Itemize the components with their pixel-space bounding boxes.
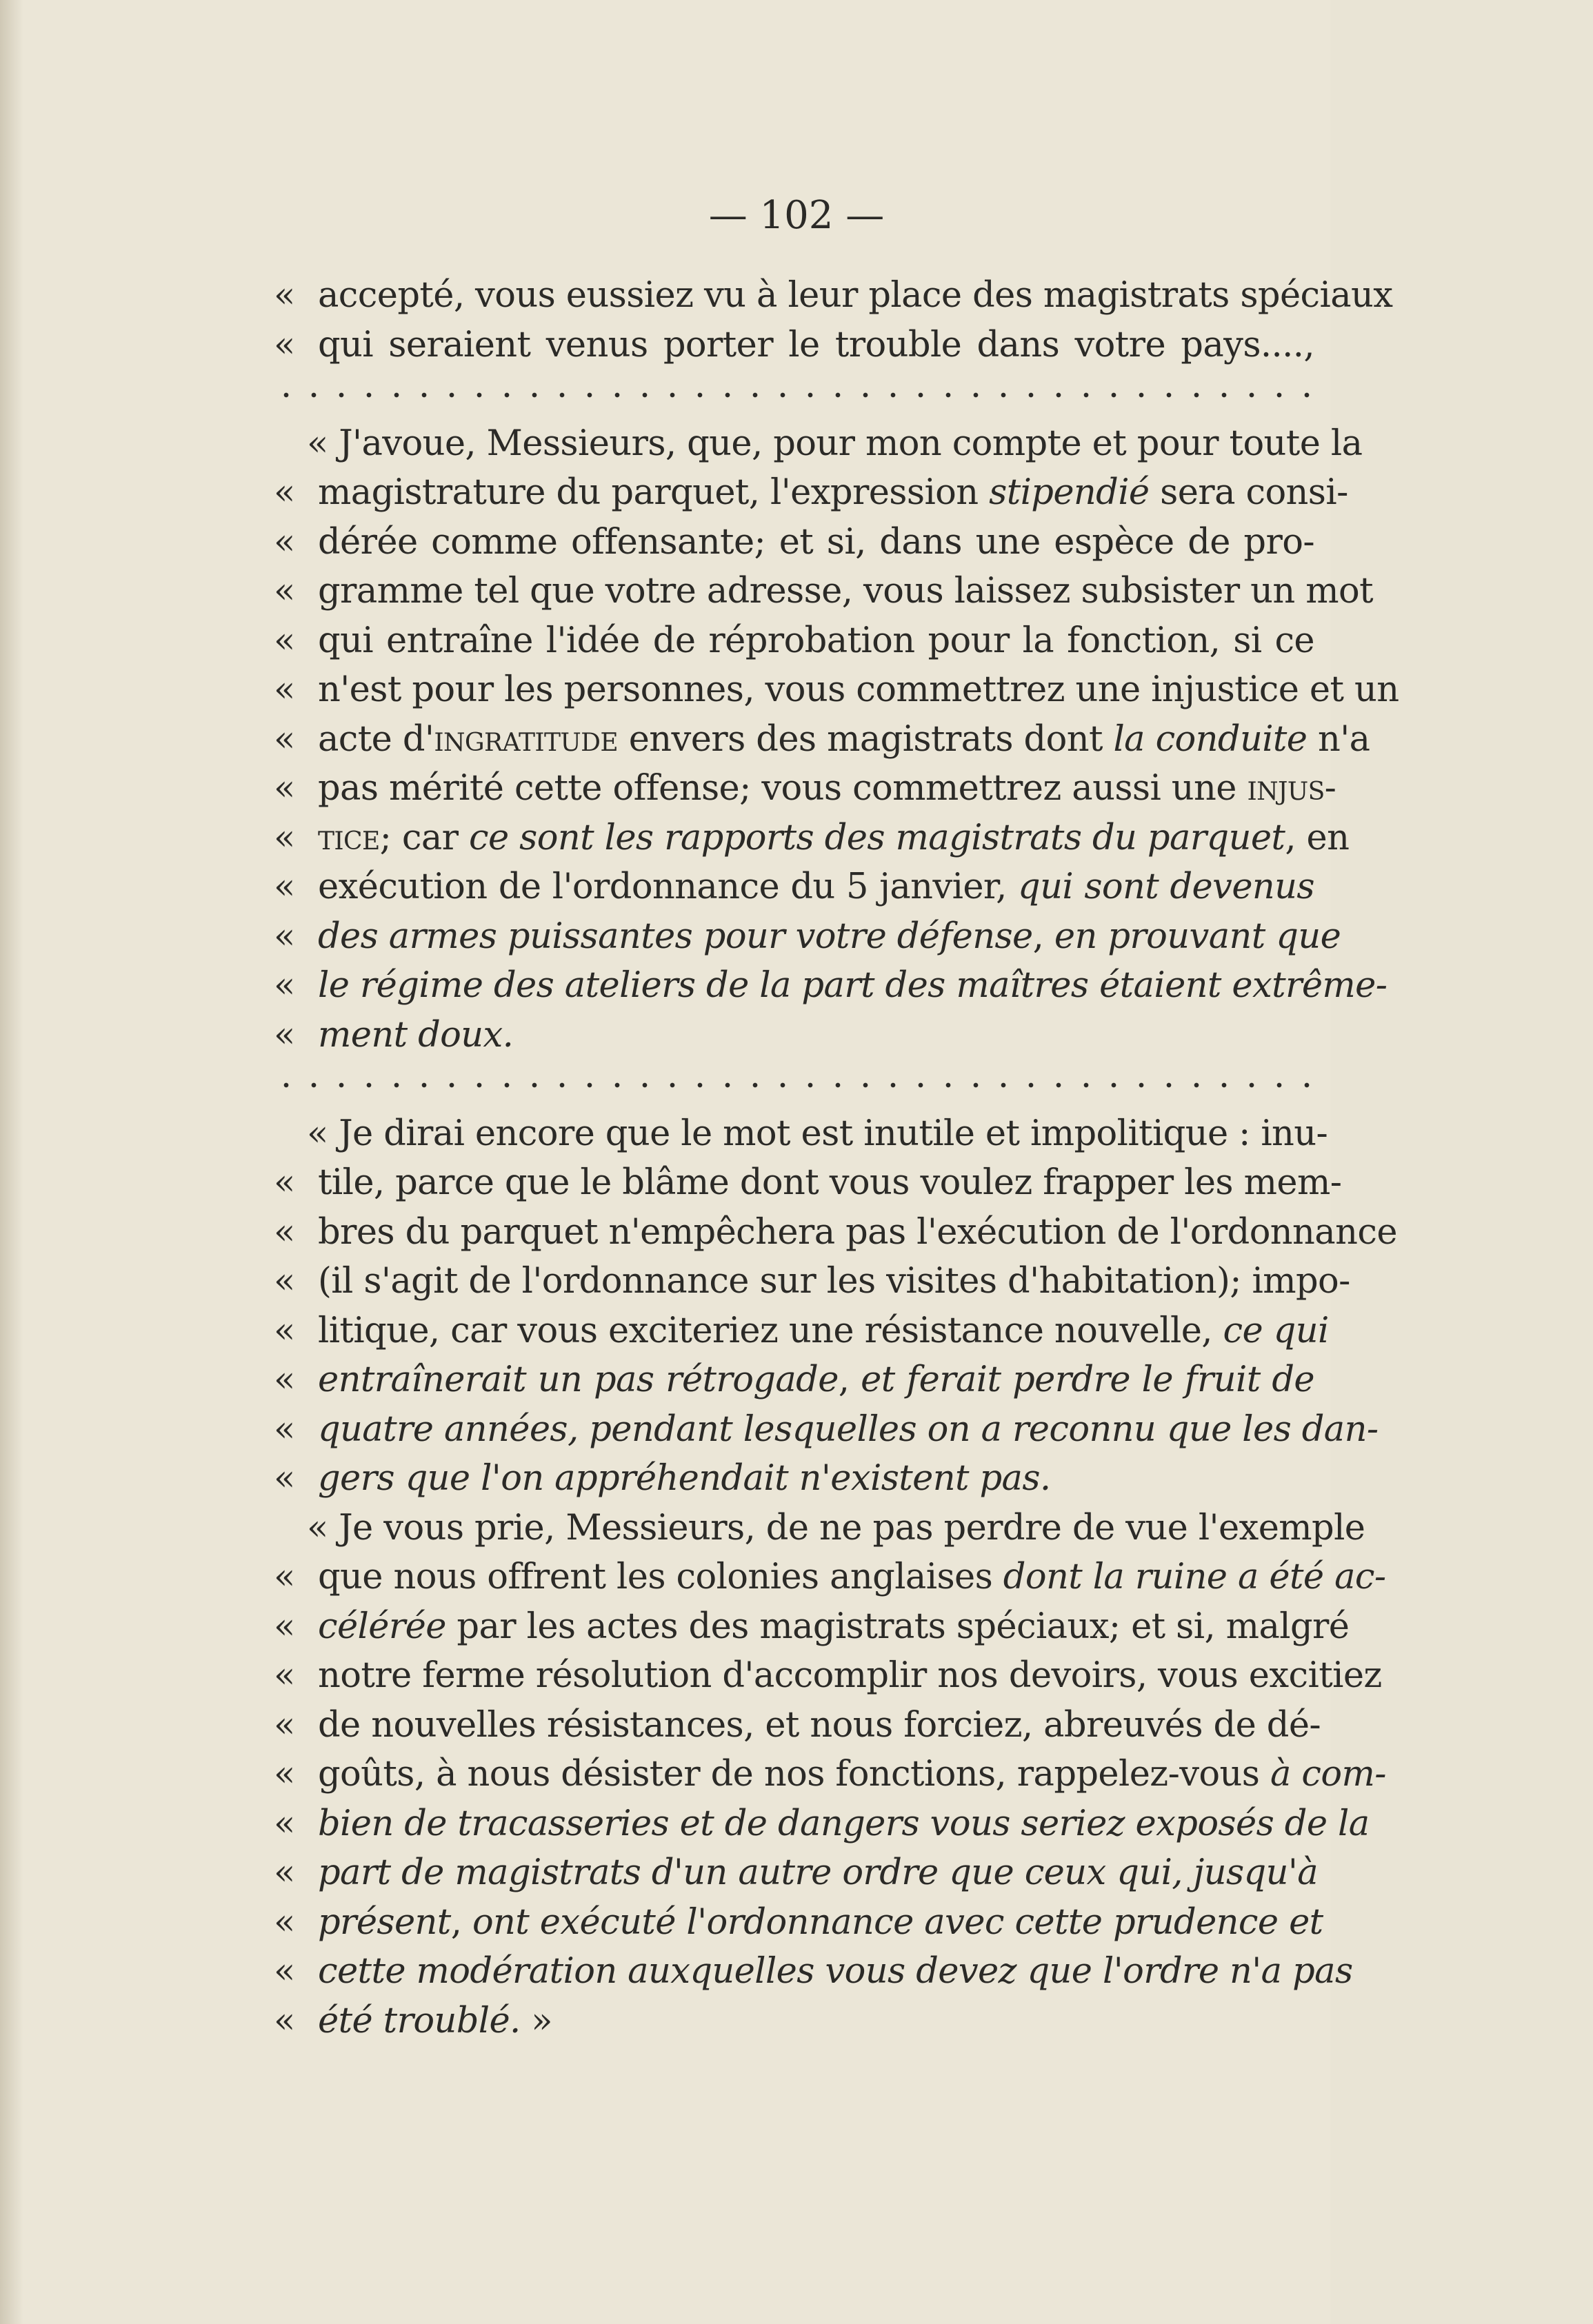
text-segment: envers des magistrats dont xyxy=(618,719,1114,760)
italic-text: quatre années, pendant lesquelles on a reconnu que les dan- xyxy=(318,1409,1379,1450)
text-line xyxy=(318,962,1387,1009)
text-line xyxy=(307,1505,1365,1552)
text-segment: , en xyxy=(1285,818,1350,858)
text-line xyxy=(307,1111,1328,1158)
italic-text: stipendié xyxy=(989,472,1150,513)
italic-text: ont exécuté l'ordonnance avec cette prudence et xyxy=(472,1902,1323,1943)
quote-mark: « xyxy=(274,1458,296,1499)
quote-mark: « xyxy=(274,522,296,563)
quote-mark: « xyxy=(274,768,296,809)
italic-text: part de magistrats d'un autre ordre que ceux qui, jusqu'à xyxy=(318,1852,1319,1893)
text-line xyxy=(318,1160,1342,1206)
quote-mark: « xyxy=(274,1754,296,1795)
quote-mark: « xyxy=(274,1015,296,1055)
text-segment: , xyxy=(450,1902,472,1943)
text-line xyxy=(318,1899,1323,1946)
italic-text: dont la ruine a été ac- xyxy=(1003,1557,1386,1597)
quote-mark: « xyxy=(274,1162,296,1203)
italic-text: et ferait perdre le fruit de xyxy=(861,1360,1314,1400)
text-line xyxy=(318,913,1341,960)
italic-text: la conduite xyxy=(1113,719,1308,760)
italic-text: été troublé. xyxy=(318,2001,521,2041)
text-line xyxy=(318,1012,1314,1059)
quote-mark: « xyxy=(274,669,296,710)
quote-mark: « xyxy=(274,2001,296,2041)
text-segment: pas mérité cette offense; vous commettrez aussi une xyxy=(318,768,1248,809)
text-line xyxy=(318,1801,1370,1848)
text-segment: litique, car vous exciteriez une résistance nouvelle, xyxy=(318,1311,1223,1351)
text-line xyxy=(318,1209,1397,1256)
text-segment: n'a xyxy=(1307,719,1370,760)
text-line xyxy=(318,1604,1350,1650)
quote-mark: « xyxy=(274,1311,296,1351)
page-binding-edge xyxy=(0,0,23,2324)
text-line xyxy=(307,421,1363,467)
quote-mark: « xyxy=(274,1212,296,1253)
text-segment: exécution de l'ordonnance du 5 janvier, xyxy=(318,867,1019,907)
italic-text: ce qui xyxy=(1223,1311,1329,1351)
text-line xyxy=(318,1948,1353,1995)
quote-mark: « xyxy=(274,571,296,612)
text-segment: accepté, vous eussiez vu à leur place des magistrats spéciaux xyxy=(318,275,1393,316)
text-segment: » xyxy=(520,2001,552,2041)
text-segment: magistrature du parquet, l'expression xyxy=(318,472,990,513)
text-line xyxy=(318,568,1374,615)
text-segment: notre ferme résolution d'accomplir nos devoirs, vous excitiez xyxy=(318,1655,1382,1696)
text-segment: par les actes des magistrats spéciaux; et si, malgré xyxy=(445,1606,1350,1647)
text-segment: « Je dirai encore que le mot est inutile et impolitique : inu- xyxy=(307,1113,1328,1154)
text-line xyxy=(318,1406,1379,1453)
text-segment: dérée comme offensante; et si, dans une espèce de pro- xyxy=(318,522,1314,563)
text-line xyxy=(318,1308,1329,1355)
text-line xyxy=(318,1258,1350,1305)
text-line xyxy=(318,1998,1314,2045)
text-segment: gramme tel que votre adresse, vous laissez subsister un mot xyxy=(318,571,1374,612)
text-segment: goûts, à nous désister de nos fonctions, rappelez-vous xyxy=(318,1754,1270,1795)
text-segment: « Je vous prie, Messieurs, de ne pas perdre de vue l'exemple xyxy=(307,1508,1365,1548)
text-line xyxy=(318,519,1314,566)
text-segment: « J'avoue, Messieurs, que, pour mon compte et pour toute la xyxy=(307,423,1363,464)
text-line xyxy=(318,667,1399,714)
quote-mark: « xyxy=(274,965,296,1006)
ellipsis-dots-row xyxy=(272,1082,1314,1089)
quote-mark: « xyxy=(274,1606,296,1647)
italic-text: ment doux. xyxy=(318,1015,514,1055)
text-line xyxy=(318,272,1393,319)
text-line xyxy=(318,1455,1314,1502)
italic-text: des armes puissantes pour votre défense xyxy=(318,916,1033,957)
text-segment: n'est pour les personnes, vous commettrez une injustice et un xyxy=(318,669,1399,710)
quote-mark: « xyxy=(274,1852,296,1893)
page-number: — 102 — xyxy=(708,193,885,238)
text-segment: qui entraîne l'idée de réprobation pour la fonction, si ce xyxy=(318,620,1314,661)
italic-text: présent xyxy=(318,1902,451,1943)
italic-text: entraînerait un pas rétrogade xyxy=(318,1360,839,1400)
text-segment: ; car xyxy=(379,818,470,858)
text-segment: acte d' xyxy=(318,719,434,760)
quote-mark: « xyxy=(274,1557,296,1597)
italic-text: le régime des ateliers de la part des maîtres étaient extrême- xyxy=(318,965,1387,1006)
text-line xyxy=(318,765,1336,812)
text-line xyxy=(318,864,1314,911)
italic-text: qui sont devenus xyxy=(1018,867,1314,907)
quote-mark: « xyxy=(274,620,296,661)
quote-mark: « xyxy=(274,1655,296,1696)
quote-mark: « xyxy=(274,1902,296,1943)
italic-text: en prouvant que xyxy=(1054,916,1341,957)
quote-mark: « xyxy=(274,1705,296,1746)
small-caps-text: injus- xyxy=(1247,768,1336,809)
small-caps-text: ingratitude xyxy=(434,719,619,760)
text-line xyxy=(318,1653,1382,1699)
text-line xyxy=(318,1702,1321,1749)
text-line xyxy=(318,716,1370,763)
quote-mark: « xyxy=(274,719,296,760)
text-line xyxy=(318,618,1314,665)
text-line xyxy=(318,1751,1386,1798)
text-segment: sera consi- xyxy=(1149,472,1348,513)
text-line xyxy=(318,1554,1386,1601)
text-segment: , xyxy=(838,1360,861,1400)
text-segment: bres du parquet n'empêchera pas l'exécution de l'ordonnance xyxy=(318,1212,1397,1253)
italic-text: cette modération auxquelles vous devez que l'ordre n'a pas xyxy=(318,1951,1353,1992)
italic-text: à com- xyxy=(1270,1754,1386,1795)
small-caps-text: tice xyxy=(318,818,380,858)
quote-mark: « xyxy=(274,325,296,365)
text-segment: tile, parce que le blâme dont vous voulez frapper les mem- xyxy=(318,1162,1342,1203)
italic-text: bien de tracasseries et de dangers vous seriez exposés de la xyxy=(318,1803,1370,1844)
text-segment: que nous offrent les colonies anglaises xyxy=(318,1557,1003,1597)
text-segment: , xyxy=(1032,916,1054,957)
quote-mark: « xyxy=(274,1409,296,1450)
ellipsis-dots-row xyxy=(272,392,1314,398)
quote-mark: « xyxy=(274,472,296,513)
quote-mark: « xyxy=(274,275,296,316)
text-segment: qui seraient venus porter le trouble dans votre pays...., xyxy=(318,325,1314,365)
quote-mark: « xyxy=(274,1951,296,1992)
italic-text: gers que l'on appréhendait n'existent pas. xyxy=(318,1458,1051,1499)
text-line xyxy=(318,815,1350,862)
text-segment: de nouvelles résistances, et nous forciez, abreuvés de dé- xyxy=(318,1705,1321,1746)
text-line xyxy=(318,469,1348,516)
text-line xyxy=(318,322,1314,369)
quote-mark: « xyxy=(274,867,296,907)
quote-mark: « xyxy=(274,818,296,858)
quote-mark: « xyxy=(274,916,296,957)
quote-mark: « xyxy=(274,1803,296,1844)
text-line xyxy=(318,1850,1319,1897)
quote-mark: « xyxy=(274,1261,296,1302)
text-line xyxy=(318,1357,1314,1404)
quote-mark: « xyxy=(274,1360,296,1400)
italic-text: ce sont les rapports des magistrats du parquet xyxy=(469,818,1285,858)
italic-text: célérée xyxy=(318,1606,446,1647)
text-segment: (il s'agit de l'ordonnance sur les visites d'habitation); impo- xyxy=(318,1261,1350,1302)
